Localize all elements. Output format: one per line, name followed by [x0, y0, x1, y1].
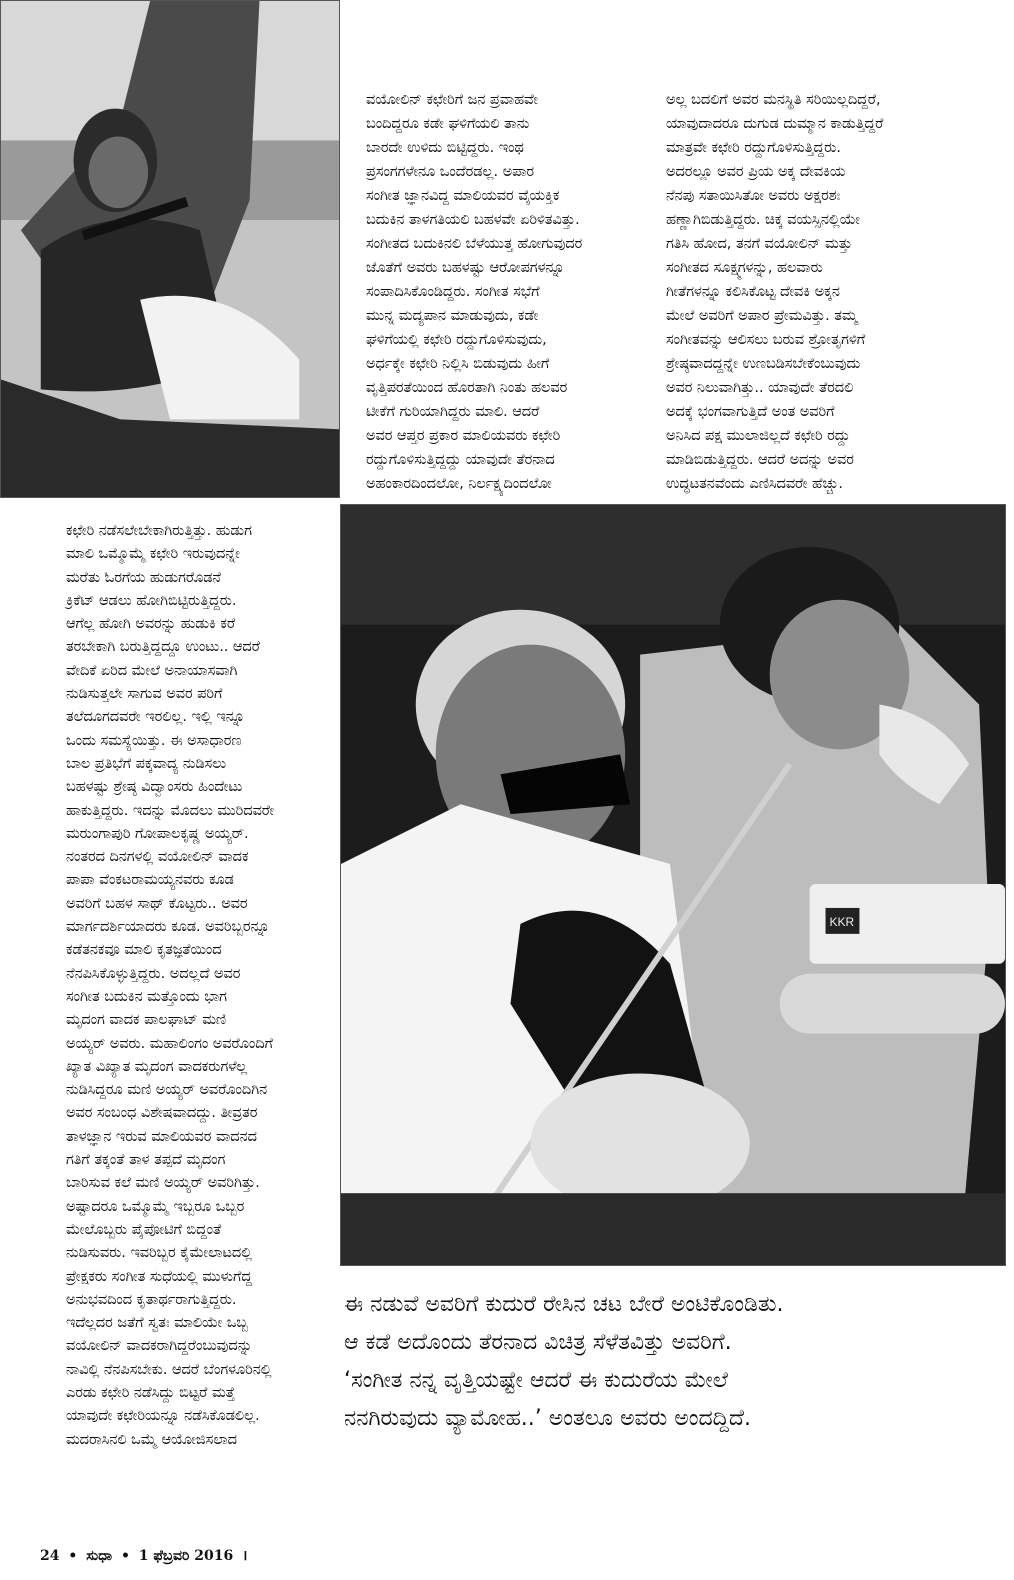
text-line: ಇದೆಲ್ಲದರ ಜತೆಗೆ ಸ್ವತಃ ಮಾಲಿಯೇ ಒಬ್ಬ [66, 1315, 248, 1332]
text-line: ಗೀತೆಗಳನ್ನೂ ಕಲಿಸಿಕೊಟ್ಟ ದೇವಕಿ ಅಕ್ಕನ [666, 284, 840, 300]
text-line: ಮರುಂಗಾಪುರಿ ಗೋಪಾಲಕೃಷ್ಣ ಅಯ್ಯರ್. [66, 825, 249, 842]
text-line: ಸಂಗೀತವನ್ನು ಆಲಿಸಲು ಬರುವ ಶ್ರೋತೃಗಳಿಗೆ [666, 332, 866, 348]
text-line: ಪಾಪಾ ವೆಂಕಟರಾಮಯ್ಯನವರು ಕೂಡ [66, 872, 234, 889]
page-number: 24 [40, 1548, 60, 1564]
text-line: ನುಡಿಸುವರು. ಇವರಿಬ್ಬರ ಕೈಮೇಲಾಟದಲ್ಲಿ [66, 1245, 253, 1262]
concert-photo [340, 504, 1006, 1266]
text-line: ಬದುಕಿನ ತಾಳಗತಿಯಲಿ ಬಹಳವೇ ಏರಿಳಿತವಿತ್ತು. [366, 212, 580, 228]
text-line: ರದ್ದುಗೊಳಿಸುತ್ತಿದ್ದದ್ದು ಯಾವುದೇ ತೆರನಾದ [366, 452, 555, 468]
text-line: ಸಂಗೀತದ ಸೂಕ್ಷ್ಮಗಳನ್ನು, ಹಲವಾರು [666, 260, 823, 276]
text-line: ವಯೋಲಿನ್ ವಾದಕರಾಗಿದ್ದರೆಂಬುವುದನ್ನು [66, 1338, 253, 1355]
text-line: ನೆನಪು ಸತಾಯಿಸಿತೋ ಅವರು ಅಕ್ಷರಶಃ [666, 188, 841, 204]
article-column-top-right [666, 88, 948, 496]
article-column-top-middle [366, 88, 642, 496]
text-line: ಕ್ರಿಕೆಟ್ ಆಡಲು ಹೋಗಿಬಿಟ್ಟಿರುತ್ತಿದ್ದರು. [66, 592, 237, 609]
text-line: ವಯೋಲಿನ್ ಕಛೇರಿಗೆ ಜನ ಪ್ರವಾಹವೇ [366, 92, 539, 108]
mic-badge-label: KKR [829, 914, 855, 929]
text-line: ಹಾಕುತ್ತಿದ್ದರು. ಇದನ್ನು ಮೊದಲು ಮುರಿದವರೇ [66, 802, 275, 819]
text-line: ಮೇಲೆ ಅವರಿಗೆ ಅಪಾರ ಪ್ರೇಮವಿತ್ತು. ತಮ್ಮ [666, 308, 858, 324]
text-line: ಘಳಿಗೆಯಲ್ಲಿ ಕಛೇರಿ ರದ್ದುಗೊಳಿಸುವುದು, [366, 332, 547, 348]
text-line: ಯಾವುದೇ ಕಛೇರಿಯನ್ನೂ ನಡೆಸಿಕೊಡಲಿಲ್ಲ. [66, 1408, 260, 1425]
text-line: ಒಂದು ಸಮಸ್ಯೆಯಿತ್ತು. ಈ ಅಸಾಧಾರಣ [66, 732, 242, 749]
text-line: ಮಾತ್ರವೇ ಕಛೇರಿ ರದ್ದುಗೊಳಿಸುತ್ತಿದ್ದರು. [666, 140, 841, 156]
text-line: ತರಬೇಕಾಗಿ ಬರುತ್ತಿದ್ದದ್ದೂ ಉಂಟು.. ಆದರೆ [66, 639, 260, 656]
text-line: ಅನುಭವದಿಂದ ಕೃತಾರ್ಥರಾಗುತ್ತಿದ್ದರು. [66, 1291, 237, 1308]
end-mark: । [242, 1548, 248, 1564]
text-line: ಕಡೆತನಕವೂ ಮಾಲಿ ಕೃತಜ್ಞತೆಯಿಂದ [66, 942, 222, 959]
text-line: ಗತಿಗೆ ತಕ್ಕಂತೆ ತಾಳ ತಪ್ಪದೆ ಮೃದಂಗ [66, 1152, 226, 1169]
quote-line: ‘ಸಂಗೀತ ನನ್ನ ವೃತ್ತಿಯಷ್ಟೇ ಆದರೆ ಈ ಕುದುರೆಯ ಮೇಲೆ [344, 1368, 728, 1393]
text-line: ಸಂಪಾದಿಸಿಕೊಂಡಿದ್ದರು. ಸಂಗೀತ ಸಭೆಗೆ [366, 284, 540, 300]
text-line: ಜೊತೆಗೆ ಅವರು ಬಹಳಷ್ಟು ಆರೋಪಗಳನ್ನೂ [366, 260, 565, 276]
text-line: ಯಾವುದಾದರೂ ದುಗುಡ ದುಮ್ಮಾನ ಕಾಡುತ್ತಿದ್ದರೆ [666, 116, 884, 132]
pull-quote [344, 1286, 1004, 1438]
text-line: ಖ್ಯಾತ ವಿಖ್ಯಾತ ಮೃದಂಗ ವಾದಕರುಗಳೆಲ್ಲ [66, 1058, 248, 1075]
text-line: ನುಡಿಸುತ್ತಲೇ ಸಾಗುವ ಅವರ ಪರಿಗೆ [66, 686, 223, 703]
text-line: ಅವರ ನಿಲುವಾಗಿತ್ತು.. ಯಾವುದೇ ತೆರದಲಿ [666, 380, 854, 396]
text-line: ಶ್ರೇಷ್ಠವಾದದ್ದನ್ನೇ ಉಣಬಡಿಸಬೇಕೆಂಬುವುದು [666, 356, 861, 372]
text-line: ಮುನ್ನ ಮದ್ಯಪಾನ ಮಾಡುವುದು, ಕಡೇ [366, 308, 539, 324]
text-line: ಮಾರ್ಗದರ್ಶಿಯಾದರು ಕೂಡ. ಅವರಿಬ್ಬರನ್ನೂ [66, 919, 270, 936]
text-line: ಆಗೆಲ್ಲ ಹೋಗಿ ಅವರನ್ನು ಹುಡುಕಿ ಕರೆ [66, 616, 236, 633]
separator-bullet: • [68, 1548, 78, 1564]
magazine-name: ಸುಧಾ [86, 1548, 113, 1564]
text-line: ಬಾರಿಸುವ ಕಲೆ ಮಣಿ ಅಯ್ಯರ್ ಅವರಿಗಿತ್ತು. [66, 1175, 260, 1192]
text-line: ಮಾಲಿ ಒಮ್ಮೊಮ್ಮೆ ಕಛೇರಿ ಇರುವುದನ್ನೇ [66, 546, 240, 563]
text-line: ಎರಡು ಕಛೇರಿ ನಡೆಸಿದ್ದು ಬಿಟ್ಟರೆ ಮತ್ತೆ [66, 1384, 236, 1401]
flute-player-photo [0, 0, 340, 498]
text-line: ಬಾರದೇ ಉಳಿದು ಬಿಟ್ಟಿದ್ದರು. ಇಂಥ [366, 140, 524, 156]
text-line: ಸಂಗೀತ ಜ್ಞಾನವಿದ್ದ ಮಾಲಿಯವರ ವೈಯಕ್ತಿಕ [366, 188, 560, 204]
text-line: ಬಹಳಷ್ಟು ಶ್ರೇಷ್ಠ ವಿದ್ವಾಂಸರು ಹಿಂದೇಟು [66, 779, 243, 796]
text-line: ಅಹಂಕಾರದಿಂದಲೋ, ನಿರ್ಲಕ್ಷ್ಯದಿಂದಲೋ [366, 476, 552, 492]
text-line: ಉದ್ಧಟತನವೆಂದು ಎಣಿಸಿದವರೇ ಹೆಚ್ಚು. [666, 476, 843, 492]
text-line: ಬಂದಿದ್ದರೂ ಕಡೇ ಘಳಿಗೆಯಲಿ ತಾನು [366, 116, 530, 132]
text-line: ಸಂಗೀತದ ಬದುಕಿನಲಿ ಬೆಳೆಯುತ್ತ ಹೋಗುವುದರ [366, 236, 583, 252]
text-line: ಅನಿಸಿದ ಪಕ್ಷ ಮುಲಾಜಿಲ್ಲದೆ ಕಛೇರಿ ರದ್ದು [666, 428, 850, 444]
text-line: ಅವರ ಆಪ್ತರ ಪ್ರಕಾರ ಮಾಲಿಯವರು ಕಛೇರಿ [366, 428, 561, 444]
text-line: ಸಂಗೀತ ಬದುಕಿನ ಮತ್ತೊಂದು ಭಾಗ [66, 988, 227, 1005]
text-line: ಅಯ್ಯರ್ ಅವರು. ಮಹಾಲಿಂಗಂ ಅವರೊಂದಿಗೆ [66, 1035, 273, 1052]
text-line: ತಾಳಜ್ಞಾನ ಇರುವ ಮಾಲಿಯವರ ವಾದನದ [66, 1128, 257, 1145]
text-line: ಮರೆತು ಓರಗೆಯ ಹುಡುಗರೊಡನೆ [66, 569, 222, 586]
text-line: ಮಾಡಿಬಿಡುತ್ತಿದ್ದರು. ಆದರೆ ಅದನ್ನು ಅವರ [666, 452, 854, 468]
article-column-left [66, 520, 330, 1452]
text-line: ಅಲ್ಲ ಬದಲಿಗೆ ಅವರ ಮನಸ್ಥಿತಿ ಸರಿಯಿಲ್ಲದಿದ್ದರೆ, [666, 92, 881, 108]
text-line: ತಲೆದೂಗದವರೇ ಇರಲಿಲ್ಲ. ಇಲ್ಲಿ ಇನ್ನೂ [66, 709, 245, 726]
text-line: ಟೀಕೆಗೆ ಗುರಿಯಾಗಿದ್ದರು ಮಾಲಿ. ಆದರೆ [366, 404, 540, 420]
text-line: ಕಛೇರಿ ನಡೆಸಲೇಬೇಕಾಗಿರುತ್ತಿತ್ತು. ಹುಡುಗ [66, 523, 252, 539]
text-line: ನಂತರದ ದಿನಗಳಲ್ಲಿ ವಯೋಲಿನ್ ವಾದಕ [66, 849, 249, 866]
text-line: ಮೇಲೊಬ್ಬರು ಪೈಪೋಟಿಗೆ ಬಿದ್ದಂತೆ [66, 1221, 222, 1238]
text-line: ಅರ್ಧಕ್ಕೇ ಕಛೇರಿ ನಿಲ್ಲಿಸಿ ಬಿಡುವುದು ಹೀಗೆ [366, 356, 550, 372]
text-line: ಅಷ್ಟಾದರೂ ಒಮ್ಮೊಮ್ಮೆ ಇಬ್ಬರೂ ಒಬ್ಬರ [66, 1198, 245, 1215]
text-line: ವೇದಿಕೆ ಏರಿದ ಮೇಲೆ ಅನಾಯಾಸವಾಗಿ [66, 662, 238, 679]
quote-line: ಆ ಕಡೆ ಅದೊಂದು ತೆರನಾದ ವಿಚಿತ್ರ ಸೆಳೆತವಿತ್ತು ಅವರಿಗೆ. [344, 1330, 732, 1355]
text-line: ಅವರಿಗೆ ಬಹಳ ಸಾಥ್ ಕೊಟ್ಟರು.. ಅವರ [66, 895, 248, 912]
text-line: ಹಣ್ಣಾಗಿಬಿಡುತ್ತಿದ್ದರು. ಚಿಕ್ಕ ವಯಸ್ಸಿನಲ್ಲಿಯೇ [666, 212, 860, 228]
text-line: ನುಡಿಸಿದ್ದರೂ ಮಣಿ ಅಯ್ಯರ್ ಅವರೊಂದಿಗಿನ [66, 1082, 268, 1099]
text-line: ನಾವಿಲ್ಲಿ ನೆನಪಿಸಬೇಕು. ಆದರೆ ಬೆಂಗಳೂರಿನಲ್ಲಿ [66, 1361, 272, 1378]
text-line: ನೆನಪಿಸಿಕೊಳ್ಳುತ್ತಿದ್ದರು. ಅದಲ್ಲದೆ ಅವರ [66, 965, 241, 982]
text-line: ಅದರಲ್ಲೂ ಅವರ ಪ್ರಿಯ ಅಕ್ಕ ದೇವಕಿಯ [666, 164, 846, 180]
page-footer [40, 1546, 251, 1565]
text-line: ವೃತ್ತಿಪರತೆಯಿಂದ ಹೊರತಾಗಿ ನಿಂತು ಹಲವರ [366, 380, 568, 396]
text-line: ಗತಿಸಿ ಹೋದ, ತನಗೆ ವಯೋಲಿನ್ ಮತ್ತು [666, 236, 853, 252]
quote-line: ನನಗಿರುವುದು ವ್ಯಾಮೋಹ..’ ಅಂತಲೂ ಅವರು ಅಂದದ್ದಿದೆ. [344, 1406, 751, 1431]
issue-date: 1 ಫೆಬ್ರವರಿ 2016 [138, 1548, 234, 1564]
text-line: ಅವರ ಸಂಬಂಧ ವಿಶೇಷವಾದದ್ದು. ತೀವ್ರತರ [66, 1105, 258, 1122]
text-line: ಬಾಲ ಪ್ರತಿಭೆಗೆ ಪಕ್ಕವಾದ್ಯ ನುಡಿಸಲು [66, 755, 227, 772]
text-line: ಮದರಾಸಿನಲಿ ಒಮ್ಮೆ ಆಯೋಜಿಸಲಾದ [66, 1431, 237, 1448]
text-line: ಪ್ರಸಂಗಗಳೇನೂ ಒಂದೆರಡಲ್ಲ. ಅಪಾರ [366, 164, 535, 180]
text-line: ಅದಕ್ಕೆ ಭಂಗವಾಗುತ್ತಿದೆ ಅಂತ ಅವರಿಗೆ [666, 404, 835, 420]
separator-bullet: • [120, 1548, 130, 1564]
quote-line: ಈ ನಡುವೆ ಅವರಿಗೆ ಕುದುರೆ ರೇಸಿನ ಚಟ ಬೇರೆ ಅಂಟಿಕೊಂಡಿತು. [344, 1292, 784, 1317]
text-line: ಪ್ರೇಕ್ಷಕರು ಸಂಗೀತ ಸುಧೆಯಲ್ಲಿ ಮುಳುಗೆದ್ದ [66, 1268, 252, 1285]
text-line: ಮೃದಂಗ ವಾದಕ ಪಾಲಘಾಟ್ ಮಣಿ [66, 1012, 227, 1029]
